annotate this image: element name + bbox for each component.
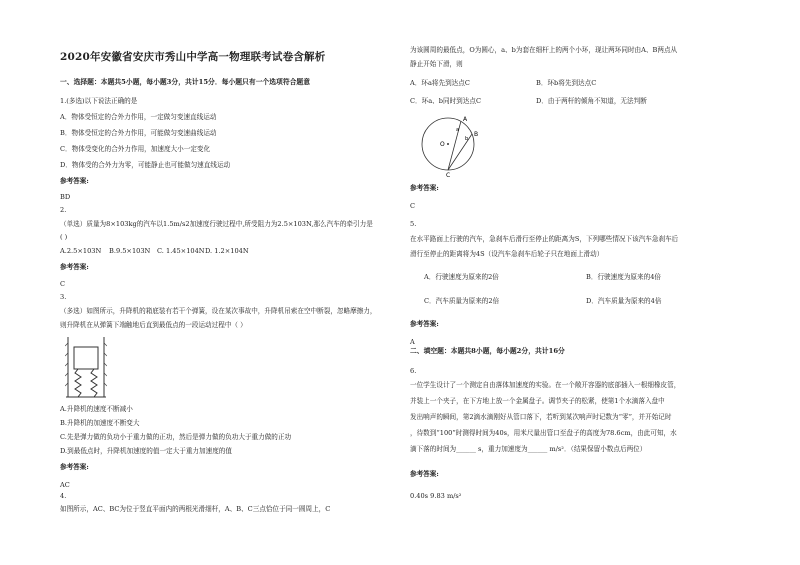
q2-ref-label: 参考答案: [60,263,89,271]
q6-line-2: 并装上一个夹子，在下方地上放一个金属盘子。调节夹子的松紧，使第1个水滴落入盘中 [410,397,665,405]
q1-option-b: B．物体受恒定的合外力作用，可能做匀变速曲线运动 [60,129,217,137]
q4-option-d: D．由于两杆的倾角不知道，无法判断 [536,97,647,105]
q1-option-c: C．物体受变化的合外力作用，加速度大小一定变化 [60,145,211,153]
q2-option-c: C. 1.45×104N [157,247,205,255]
q5-option-b: B．行驶速度为原来的4倍 [586,273,661,281]
section-1-heading: 一、选择题：本题共5小题，每小题3分，共计15分．每小题只有一个选项符合题意 [60,78,311,86]
q2-option-a: A.2.5×103N [60,247,102,255]
q3-option-d: D.到最低点时，升降机加速度的值一定大于重力加速度的值 [60,447,232,455]
q4-number: 4. [60,492,67,500]
q1-option-d: D．物体受的合外力为零，可能静止也可能做匀速直线运动 [60,161,231,169]
q4-option-c: C．环a、b同时到达点C [410,97,481,105]
q4-option-b: B．环b将先到达点C [536,79,597,87]
section-2-heading: 二、填空题：本题共8小题，每小题2分，共计16分 [410,347,565,355]
q5-stem-line-2: 滑行至停止的距离将为4S（设汽车急刹车后轮子只在地面上滑动） [410,250,604,258]
q2-answer: C [60,280,66,288]
q5-ref-label: 参考答案: [410,320,439,328]
q2-stem-line-1: （单选）质量为8×103kg的汽车以1.5m/s2加速度行驶过程中,所受阻力为2.5×103N,那么汽车的牵引力是 [60,220,373,228]
q6-ref-label: 参考答案: [410,470,439,478]
label-b: B [474,131,479,138]
label-c: C [446,172,451,179]
q4-option-a: A．环a将先到达点C [410,79,470,87]
q6-number: 6. [410,367,417,375]
q3-stem-line-1: （多选）如图所示，升降机的箱底装有若干个弹簧，设在某次事故中，升降机吊索在空中断裂，忽略摩擦力， [60,307,377,315]
q3-answer: AC [60,481,70,489]
q5-answer: A [410,338,415,346]
q6-answer: 0.40s 9.83 m/s² [410,492,462,500]
q2-number: 2. [60,206,67,214]
q5-number: 5. [410,220,417,228]
q4-answer: C [410,202,416,210]
q2-option-d: D. 1.2×104N [205,247,249,255]
q3-ref-label: 参考答案: [60,463,89,471]
q2-option-b: B.9.5×103N [109,247,151,255]
label-a: A [463,116,468,123]
q3-stem-line-2: 则升降机在从弹簧下端触地后直到最低点的一段运动过程中（ ） [60,321,247,329]
circle-rods-figure [418,113,484,179]
q5-option-d: D．汽车质量为原来的4倍 [586,297,662,305]
q4-stem-line-1: 如图所示，AC、BC为位于竖直平面内的两根光滑细杆，A、B、C三点恰位于同一圆周上，C [60,505,331,513]
q3-option-c: C.先是弹力做的负功小于重力做的正功，然后是弹力做的负功大于重力做的正功 [60,433,292,441]
q3-option-a: A.升降机的速度不断减小 [60,405,133,413]
q1-option-a: A．物体受恒定的合外力作用，一定做匀变速直线运动 [60,113,217,121]
q6-line-5: 滴下落的时间为______ s，重力加速度为______ m/s²．（结果保留小数点后两位） [410,445,647,453]
q5-option-c: C．汽车质量为原来的2倍 [424,297,500,305]
label-ring-a: a [456,127,460,133]
q6-line-3: 发出响声的瞬间，第2滴水滴刚好从管口落下，若听到某次响声时记数为“零”，并开始记时 [410,413,672,421]
q4-stem-line-2: 为该圆周的最低点，O为圆心，a、b为套在细杆上的两个小环，现让两环同时由A、B两点从 [410,46,678,54]
q4-stem-line-3: 静止开始下滑，则 [410,60,463,68]
elevator-spring-figure [65,333,107,401]
q1-ref-label: 参考答案: [60,177,89,185]
document-title: 2020年安徽省安庆市秀山中学高一物理联考试卷含解析 [60,51,326,63]
q3-number: 3. [60,293,67,301]
q1-answer: BD [60,193,71,201]
q6-line-1: 一位学生设计了一个测定自由落体加速度的实验。在一个敞开容器的底部插入一根细橡皮管， [410,381,681,389]
q5-option-a: A．行驶速度为原来的2倍 [424,273,499,281]
q5-stem-line-1: 在水平路面上行驶的汽车，急刹车后滑行至停止的距离为S，下列哪些情况下该汽车急刹车后 [410,235,679,243]
q6-line-4: ，待数到“100”时测得时间为40s，用米尺量出管口至盘子的高度为78.6cm，由此可知，水 [410,429,677,437]
q2-stem-line-2: ( ) [60,233,68,241]
q4-ref-label: 参考答案: [410,184,439,192]
q3-option-b: B.升降机的加速度不断变大 [60,419,140,427]
q1-stem: 1.(多选)以下说法正确的是 [60,97,138,105]
label-o: O [440,141,445,148]
label-ring-b: b [465,136,469,142]
